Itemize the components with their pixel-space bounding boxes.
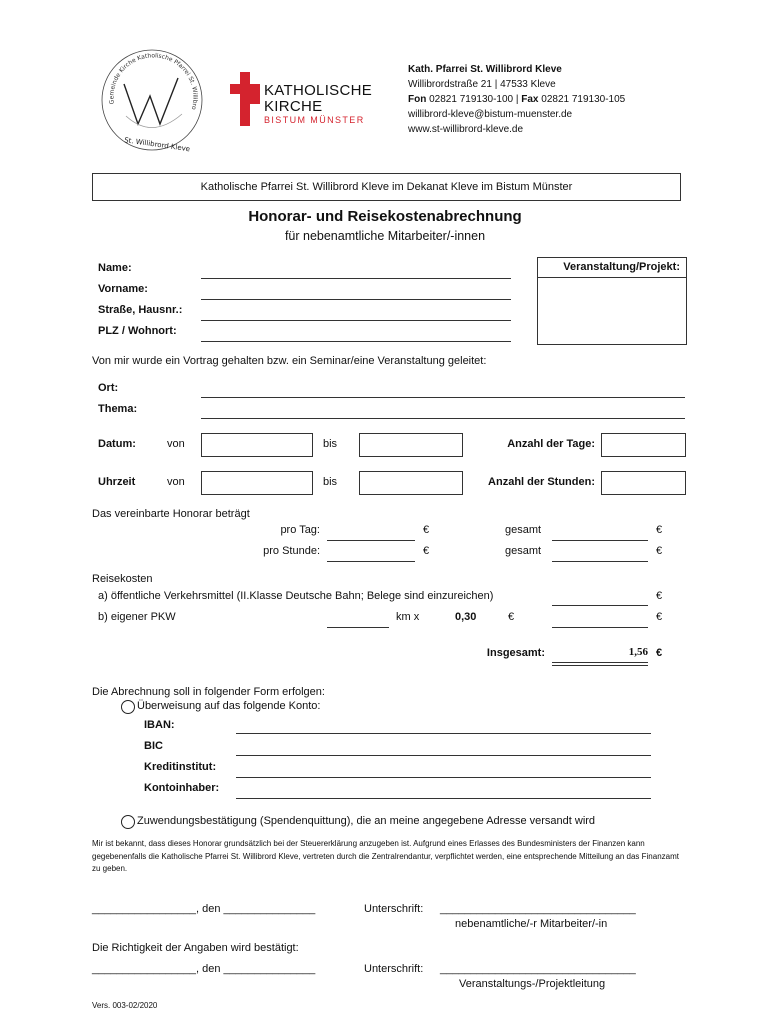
- radio-zuwendung[interactable]: [121, 815, 135, 829]
- uhrzeit-von-label: von: [167, 476, 185, 488]
- reise-rate-euro: €: [508, 611, 515, 623]
- strasse-label: Straße, Hausnr.:: [98, 304, 183, 316]
- signature1-label: Unterschrift:: [364, 903, 424, 915]
- gesamt-tag-field[interactable]: [552, 540, 648, 541]
- total-euro: €: [656, 647, 663, 659]
- address-email: willibrord-kleve@bistum-muenster.de: [408, 109, 573, 120]
- tax-notice: Mir ist bekannt, dass dieses Honorar grundsätzlich bei der Steuererklärung anzugeben ist. Aufgrund eines Erlasses des Bundesministers der Finanzen kann gegebenenfalls die Katholische Pfarrei St. Willibrord Kleve, vertreten durch die Zentralrendantur, verpflichtet werden, eine entsprechende Mitteilung an das Finanzamt zu geben.: [92, 839, 679, 873]
- ort-field[interactable]: [201, 397, 685, 398]
- gesamt-stunde-euro: €: [656, 545, 663, 557]
- radio-ueberweisung[interactable]: [121, 700, 135, 714]
- uhrzeit-von-input[interactable]: [201, 471, 313, 495]
- vorname-label: Vorname:: [98, 283, 148, 295]
- address-phone: Fon 02821 719130-100 | Fax 02821 719130-105: [408, 94, 626, 105]
- kreditinstitut-label: Kreditinstitut:: [144, 761, 217, 773]
- vorname-field[interactable]: [201, 299, 511, 300]
- address-block: [408, 62, 625, 137]
- reise-oepnv-label: a) öffentliche Verkehrsmittel (II.Klasse Deutsche Bahn; Belege sind einzureichen): [98, 590, 494, 602]
- parish-banner: [92, 173, 681, 201]
- gesamt-stunde-label: gesamt: [505, 545, 542, 557]
- address-street: Willibrordstraße 21 | 47533 Kleve: [408, 79, 556, 90]
- reisekosten-label: Reisekosten: [92, 573, 153, 585]
- payment-intro: Die Abrechnung soll in folgender Form erfolgen:: [92, 686, 325, 698]
- parish-seal-logo: [96, 44, 208, 156]
- plz-label: PLZ / Wohnort:: [98, 325, 177, 337]
- option-zuwendung-label: Zuwendungsbestätigung (Spendenquittung), die an meine angegebene Adresse versandt wird: [137, 815, 596, 827]
- reise-oepnv-euro: €: [656, 590, 663, 602]
- brand-line-1: KATHOLISCHE: [264, 82, 373, 99]
- uhrzeit-bis-label: bis: [323, 476, 338, 488]
- gesamt-stunde-field[interactable]: [552, 561, 648, 562]
- option-ueberweisung-label: Überweisung auf das folgende Konto:: [137, 700, 321, 712]
- pro-stunde-euro: €: [423, 545, 430, 557]
- pro-tag-field[interactable]: [327, 540, 415, 541]
- signature2-place-date[interactable]: _________________, den _______________: [92, 963, 316, 975]
- svg-text:St. Willibrord Kleve: St. Willibrord Kleve: [123, 136, 191, 154]
- project-box[interactable]: [537, 257, 687, 345]
- address-web: www.st-willibrord-kleve.de: [408, 124, 524, 135]
- signature2-label: Unterschrift:: [364, 963, 424, 975]
- cross-icon: [230, 72, 260, 126]
- plz-field[interactable]: [201, 341, 511, 342]
- name-label: Name:: [98, 262, 132, 274]
- total-underline-2: [552, 665, 648, 666]
- total-label: Insgesamt:: [486, 647, 545, 659]
- gesamt-tag-euro: €: [656, 524, 663, 536]
- intro-text: Von mir wurde ein Vortrag gehalten bzw. ein Seminar/eine Veranstaltung geleitet:: [92, 355, 487, 367]
- page-subtitle: für nebenamtliche Mitarbeiter/-innen: [284, 229, 486, 243]
- pro-stunde-label: pro Stunde:: [263, 545, 320, 557]
- reise-km-rate: 0,30: [455, 611, 477, 623]
- reise-pkw-label: b) eigener PKW: [98, 611, 176, 623]
- thema-field[interactable]: [201, 418, 685, 419]
- iban-label: IBAN:: [144, 719, 175, 731]
- name-field[interactable]: [201, 278, 511, 279]
- confirm-text: Die Richtigkeit der Angaben wird bestätigt:: [92, 942, 299, 954]
- strasse-field[interactable]: [201, 320, 511, 321]
- anzahl-stunden-input[interactable]: [601, 471, 686, 495]
- signature2-line[interactable]: ________________________________: [440, 963, 636, 975]
- page-title: Honorar- und Reisekostenabrechnung: [248, 208, 522, 225]
- pro-tag-label: pro Tag:: [280, 524, 320, 536]
- kontoinhaber-label: Kontoinhaber:: [144, 782, 220, 794]
- project-label: Veranstaltung/Projekt:: [538, 258, 686, 278]
- bic-label: BIC: [144, 740, 163, 752]
- bic-field[interactable]: [236, 755, 651, 756]
- iban-field[interactable]: [236, 733, 651, 734]
- signature1-caption: nebenamtliche/-r Mitarbeiter/-in: [455, 918, 608, 930]
- katholische-kirche-logo: [230, 72, 380, 128]
- kreditinstitut-field[interactable]: [236, 777, 651, 778]
- gesamt-tag-label: gesamt: [505, 524, 542, 536]
- reise-km-label: km x: [396, 611, 420, 623]
- datum-label: Datum:: [98, 438, 136, 450]
- pro-stunde-field[interactable]: [327, 561, 415, 562]
- signature1-line[interactable]: ________________________________: [440, 903, 636, 915]
- reise-pkw-field[interactable]: [552, 627, 648, 628]
- datum-von-label: von: [167, 438, 185, 450]
- signature1-place-date[interactable]: _________________, den _______________: [92, 903, 316, 915]
- pro-tag-euro: €: [423, 524, 430, 536]
- brand-line-2: KIRCHE: [264, 98, 323, 115]
- banner-text: Katholische Pfarrei St. Willibrord Kleve im Dekanat Kleve im Bistum Münster: [200, 181, 573, 193]
- thema-label: Thema:: [98, 403, 138, 415]
- svg-text:Gemeinde Kirche Katholische Pf: Gemeinde Kirche Katholische Pfarrei St. Willibro: [108, 52, 199, 111]
- total-underline-1: [552, 662, 648, 663]
- total-value: 1,56: [628, 646, 648, 658]
- reise-oepnv-field[interactable]: [552, 605, 648, 606]
- version-label: Vers. 003-02/2020: [92, 1001, 158, 1010]
- reise-pkw-euro: €: [656, 611, 663, 623]
- anzahl-tage-input[interactable]: [601, 433, 686, 457]
- uhrzeit-label: Uhrzeit: [98, 476, 136, 488]
- address-org: Kath. Pfarrei St. Willibrord Kleve: [408, 64, 562, 75]
- kontoinhaber-field[interactable]: [236, 798, 651, 799]
- anzahl-stunden-label: Anzahl der Stunden:: [488, 476, 595, 488]
- anzahl-tage-label: Anzahl der Tage:: [507, 438, 595, 450]
- honorar-intro: Das vereinbarte Honorar beträgt: [92, 508, 250, 520]
- datum-von-input[interactable]: [201, 433, 313, 457]
- signature2-caption: Veranstaltungs-/Projektleitung: [459, 978, 606, 990]
- ort-label: Ort:: [98, 382, 119, 394]
- brand-line-3: BISTUM MÜNSTER: [264, 115, 365, 125]
- reise-km-field[interactable]: [327, 627, 389, 628]
- datum-bis-label: bis: [323, 438, 338, 450]
